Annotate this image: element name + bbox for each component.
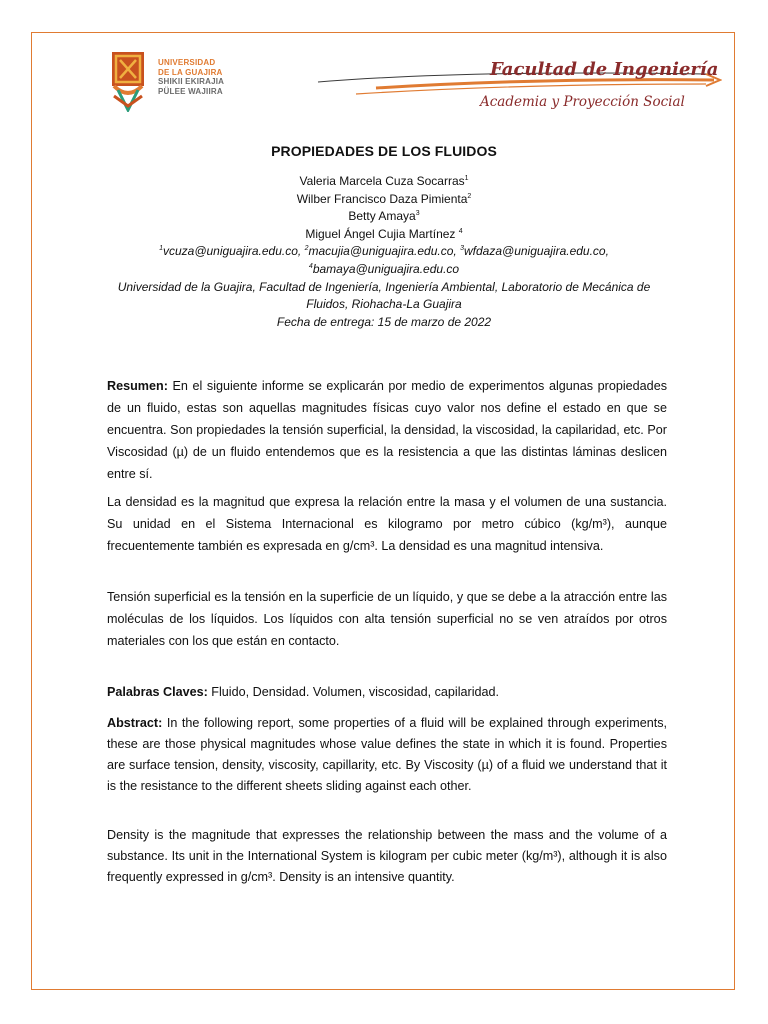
density-en-text: Density is the magnitude that expresses the relationship between the mass and the volume of a substance. Its unit in the International System is kilogram per cubic meter (kg/m³), although it is also frequently expressed in g/cm³. Density is an intensive quantity. (107, 828, 667, 884)
author-3: Betty Amaya$^3$ (348, 209, 420, 224)
university-line-3: SHIKII EKIRAJIA (158, 77, 225, 86)
resumen-paragraph (107, 375, 667, 485)
university-line-2: DE LA GUAJIRA (158, 67, 223, 77)
university-name (158, 58, 224, 96)
university-emblem-icon (106, 50, 150, 112)
faculty-title: Facultad de Ingeniería (490, 59, 719, 80)
abstract-text: In the following report, some properties of a fluid will be explained through experiments, these are those physical magnitudes whose value defines the state in which it is found. Properties are surface tension, density, viscosity, capillarity, etc. By Viscosity (µ) of a fluid we understand that it is the resistance to the different sheets sliding against each other. (107, 716, 667, 793)
submission-date: Fecha de entrega: 15 de marzo de 2022 (276, 314, 492, 329)
density-en-paragraph (107, 825, 667, 888)
affiliation: Universidad de la Guajira, Facultad de Ingeniería, Ingeniería Ambiental, Laboratorio de Mecánica de Fluidos, Riohacha-La Guajira (117, 279, 651, 312)
faculty-subtitle: Academia y Proyección Social (480, 94, 685, 110)
author-block (100, 173, 668, 331)
tension-text: Tensión superficial es la tensión en la superficie de un líquido, y que se debe a la atracción entre las moléculas de los líquidos. Los líquidos con alta tensión superficial no se ven atraídos por otros materiales con los que están en contacto. (107, 590, 667, 648)
author-emails: $^1$vcuza@uniguajira.edu.co, $^2$macujia@uniguajira.edu.co, $^3$wfdaza@uniguajira.edu.co, (159, 244, 609, 259)
densidad-paragraph (107, 491, 667, 557)
resumen-text: En el siguiente informe se explicarán por medio de experimentos algunas propiedades de un fluido, estas son aquellas magnitudes físicas cuyo valor nos define el estado en que se encuentra. Son propiedades la tensión superficial, la densidad, la viscosidad, la capilaridad, etc. Por Viscosidad (µ) de un fluido entendemos que es la resistencia a que las distintas láminas deslicen entre sí. (107, 379, 667, 481)
university-line-4: PÜLEE WAJIIRA (158, 86, 223, 96)
author-1: Valeria Marcela Cuza Socarras$^1$ (299, 174, 469, 188)
abstract-paragraph (107, 713, 667, 797)
author-email-4: $^4$bamaya@uniguajira.edu.co (308, 261, 460, 276)
keywords-label: Palabras Claves: (107, 685, 208, 699)
densidad-text: La densidad es la magnitud que expresa la relación entre la masa y el volumen de una sustancia. Su unidad en el Sistema Internacional es kilogramo por metro cúbico (kg/m³), aunque frecuentemente también es expresada en g/cm³. La densidad es una magnitud intensiva. (107, 495, 667, 553)
resumen-label: Resumen: (107, 379, 168, 393)
faculty-logo (316, 54, 722, 118)
author-2: Wilber Francisco Daza Pimienta$^2$ (296, 191, 472, 206)
keywords-paragraph (107, 681, 667, 703)
keywords-text: Fluido, Densidad. Volumen, viscosidad, capilaridad. (207, 685, 500, 699)
tension-paragraph (107, 586, 667, 652)
paper-title: PROPIEDADES DE LOS FLUIDOS (271, 143, 497, 159)
university-logo (106, 50, 246, 114)
abstract-label: Abstract: (107, 716, 163, 730)
author-4: Miguel Ángel Cujia Martínez $^4$ (305, 226, 463, 241)
university-line-1: UNIVERSIDAD (158, 58, 216, 67)
